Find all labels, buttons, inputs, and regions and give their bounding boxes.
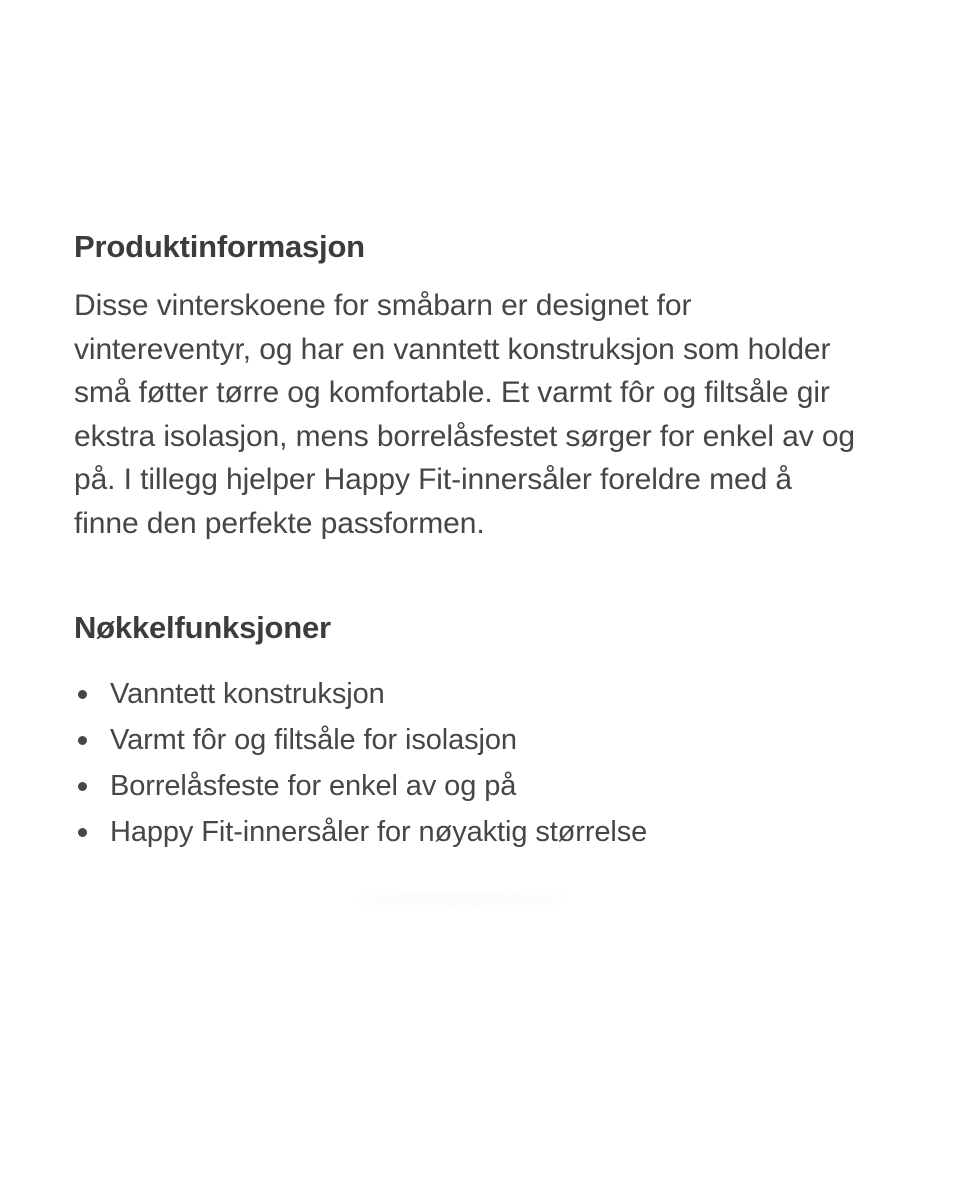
list-item-label: Vanntett konstruksjon	[110, 678, 385, 710]
list-item	[74, 671, 864, 717]
bullet-icon	[78, 782, 87, 791]
key-features-list	[74, 671, 864, 855]
background-artifact	[358, 893, 568, 905]
bullet-icon	[78, 828, 87, 837]
list-item-label: Varmt fôr og filtsåle for isolasjon	[110, 724, 517, 756]
product-description-text: Disse vinterskoene for småbarn er designet for vintereventyr, og har en vanntett konstruksjon som holder små føtter tørre og komfortable. Et varmt fôr og filtsåle gir ekstra isolasjon, mens borrelåsfestet sørger for enkel av og på. I tillegg hjelper Happy Fit-innersåler foreldre med å finne den perfekte passformen.	[74, 289, 856, 540]
product-information-heading: Produktinformasjon	[74, 229, 365, 264]
list-item-label: Happy Fit-innersåler for nøyaktig størrelse	[110, 816, 648, 848]
content-container	[74, 228, 864, 855]
list-item	[74, 717, 864, 763]
list-item-label: Borrelåsfeste for enkel av og på	[110, 770, 517, 802]
key-features-heading: Nøkkelfunksjoner	[74, 610, 331, 645]
list-item	[74, 763, 864, 809]
bullet-icon	[78, 736, 87, 745]
list-item	[74, 809, 864, 855]
bullet-icon	[78, 690, 87, 699]
